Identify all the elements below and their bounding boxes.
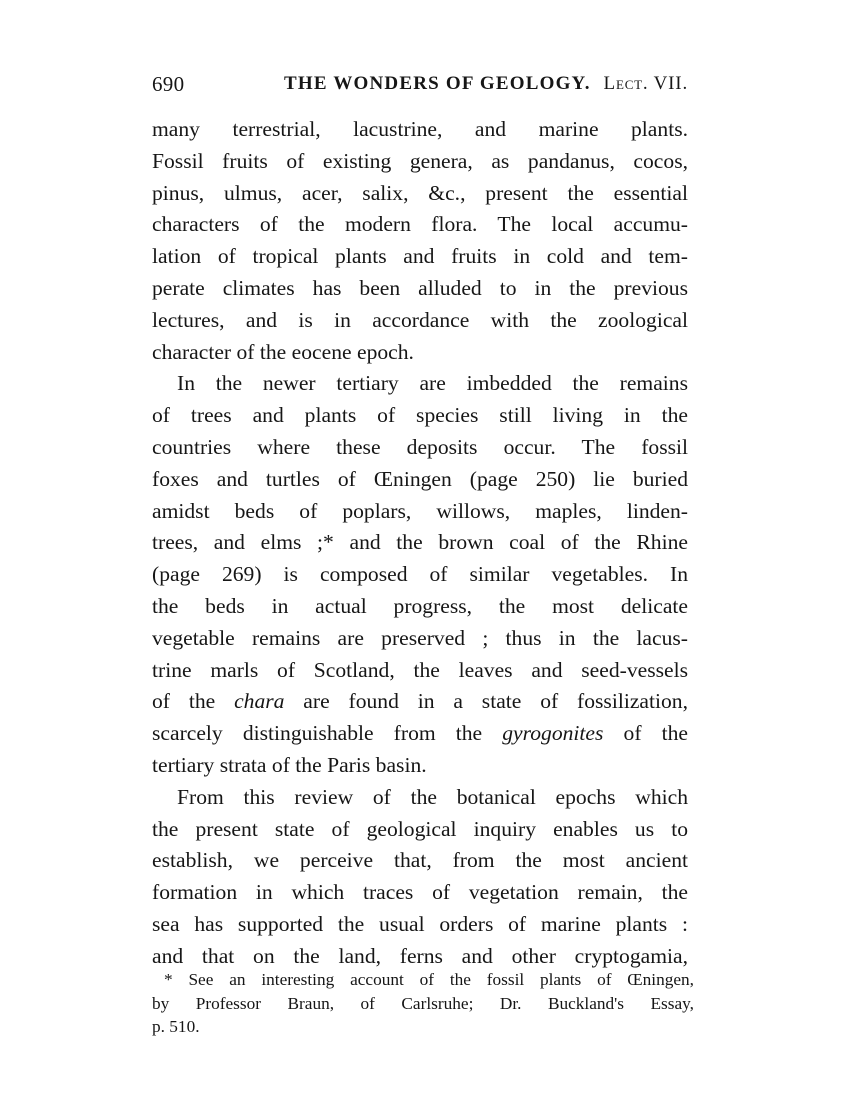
body-text	[152, 114, 688, 973]
body-line: amidst beds of poplars, willows, maples, linden-	[152, 498, 688, 523]
body-line: formation in which traces of vegetation remain, the	[152, 880, 688, 905]
body-line: character of the eocene epoch.	[152, 339, 414, 364]
body-line: vegetable remains are preserved ; thus in the lacus-	[152, 625, 688, 650]
lecture-label: Lect. VII.	[603, 73, 688, 94]
body-line: Fossil fruits of existing genera, as pandanus, cocos,	[152, 148, 688, 173]
body-line: trine marls of Scotland, the leaves and seed-vessels	[152, 657, 688, 682]
body-line: scarcely distinguishable from the gyrogonites of the	[152, 721, 688, 746]
body-line: pinus, ulmus, acer, salix, &c., present the essential	[152, 180, 688, 205]
body-line: many terrestrial, lacustrine, and marine plants.	[152, 117, 688, 141]
page-number: 690	[152, 72, 185, 96]
italic-term: chara	[234, 689, 285, 714]
body-line: sea has supported the usual orders of marine plants :	[152, 911, 688, 936]
body-line: of the chara are found in a state of fossilization,	[152, 689, 688, 714]
body-line: and that on the land, ferns and other cryptogamia,	[152, 943, 688, 968]
paragraph-start-line: In the newer tertiary are imbedded the remains	[177, 371, 688, 396]
body-line: lation of tropical plants and fruits in cold and tem-	[152, 244, 688, 269]
footnote-line: by Professor Braun, of Carlsruhe; Dr. Buckland's Essay,	[152, 993, 694, 1013]
body-line: lectures, and is in accordance with the zoological	[152, 307, 688, 332]
body-line: the present state of geological inquiry enables us to	[152, 816, 688, 841]
running-head	[152, 72, 688, 102]
body-line: trees, and elms ;* and the brown coal of the Rhine	[152, 530, 688, 555]
body-line: establish, we perceive that, from the most ancient	[152, 848, 688, 873]
body-line: perate climates has been alluded to in the previous	[152, 275, 688, 300]
running-title: THE WONDERS OF GEOLOGY.	[284, 73, 591, 94]
footnote-line: * See an interesting account of the fossil plants of Œningen,	[164, 970, 694, 989]
body-line: foxes and turtles of Œningen (page 250) lie buried	[152, 466, 688, 491]
paragraph-start-line: From this review of the botanical epochs which	[177, 784, 688, 809]
footnote-line: p. 510.	[152, 1017, 200, 1036]
body-line: of trees and plants of species still living in the	[152, 403, 688, 428]
footnote	[152, 968, 694, 1039]
body-line: characters of the modern flora. The local accumu-	[152, 212, 688, 237]
body-line: tertiary strata of the Paris basin.	[152, 752, 427, 777]
body-line: the beds in actual progress, the most delicate	[152, 593, 688, 618]
italic-term: gyrogonites	[502, 721, 604, 746]
body-line: countries where these deposits occur. The fossil	[152, 434, 688, 459]
body-line: (page 269) is composed of similar vegetables. In	[152, 562, 688, 587]
